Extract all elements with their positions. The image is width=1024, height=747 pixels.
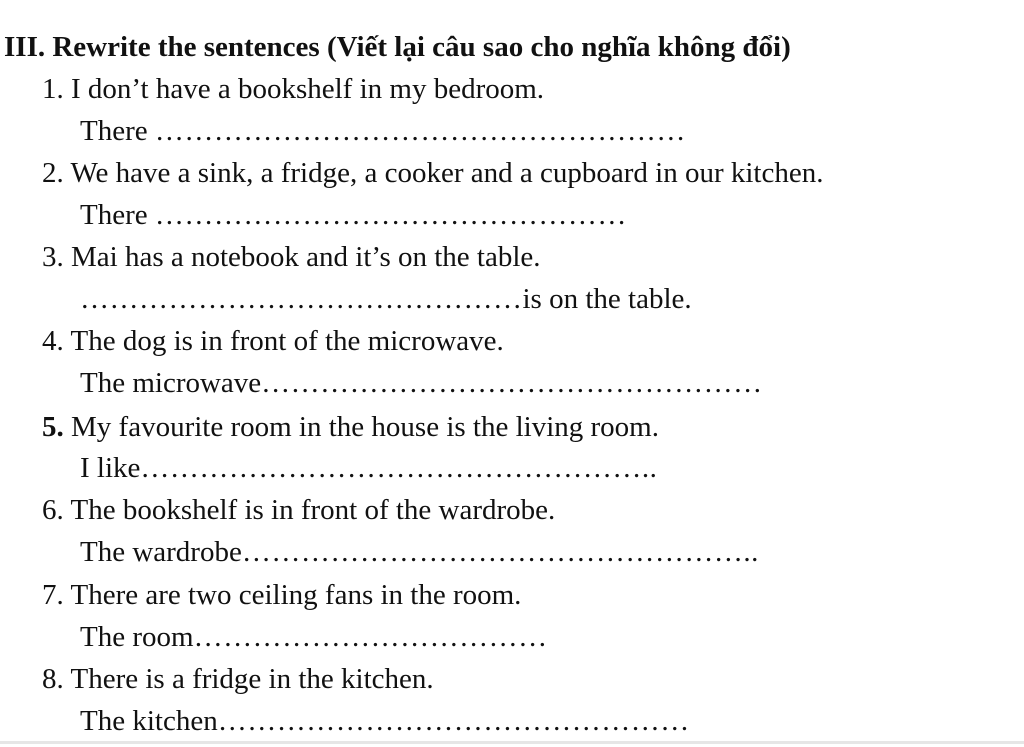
answer-line-3[interactable] — [80, 280, 692, 318]
question-text: There are two ceiling fans in the room. — [70, 579, 522, 611]
answer-blank[interactable]: ……………………………… — [193, 621, 548, 653]
answer-blank[interactable]: …………………………………………… — [261, 367, 763, 399]
question-text: I don’t have a bookshelf in my bedroom. — [71, 73, 545, 105]
answer-prompt: The wardrobe — [80, 536, 242, 568]
question-1 — [42, 70, 544, 108]
question-text: My favourite room in the house is the living room. — [71, 411, 659, 443]
question-3 — [42, 238, 541, 276]
question-text: There is a fridge in the kitchen. — [70, 663, 434, 695]
answer-ending: is on the table. — [522, 283, 692, 315]
answer-blank[interactable]: ………………………………………… — [217, 705, 690, 737]
answer-line-2[interactable] — [80, 196, 627, 234]
answer-line-5[interactable] — [80, 449, 657, 487]
answer-blank[interactable]: ………………………………………… — [154, 199, 627, 231]
question-6 — [42, 491, 555, 529]
question-text: We have a sink, a fridge, a cooker and a cupboard in our kitchen. — [70, 157, 824, 189]
answer-prompt: The room — [80, 621, 194, 653]
answer-blank[interactable]: ……………………………………………… — [154, 115, 686, 147]
question-number: 3. — [42, 241, 64, 273]
question-number: 5. — [42, 411, 64, 443]
question-5 — [42, 408, 659, 446]
question-number: 7. — [42, 579, 64, 611]
answer-blank[interactable]: …………………………………………….. — [241, 536, 759, 568]
question-2 — [42, 154, 823, 192]
question-number: 1. — [42, 73, 64, 105]
answer-prompt: There — [80, 115, 155, 147]
section-heading: III. Rewrite the sentences (Viết lại câu sao cho nghĩa không đổi) — [4, 31, 791, 63]
answer-prompt: The microwave — [80, 367, 262, 399]
answer-line-1[interactable] — [80, 112, 686, 150]
question-number: 6. — [42, 494, 64, 526]
answer-line-7[interactable] — [80, 618, 548, 656]
answer-prompt: There — [80, 199, 155, 231]
question-8 — [42, 660, 434, 698]
question-text: The dog is in front of the microwave. — [70, 325, 504, 357]
question-number: 2. — [42, 157, 64, 189]
question-text: The bookshelf is in front of the wardrobe. — [70, 494, 556, 526]
answer-prompt: The kitchen — [80, 705, 218, 737]
answer-line-4[interactable] — [80, 364, 763, 402]
question-text: Mai has a notebook and it’s on the table. — [71, 241, 541, 273]
page-bottom-divider — [0, 741, 1024, 744]
answer-prompt: I like — [80, 452, 141, 484]
question-7 — [42, 576, 521, 614]
question-number: 8. — [42, 663, 64, 695]
answer-line-8[interactable] — [80, 702, 690, 740]
question-number: 4. — [42, 325, 64, 357]
answer-blank[interactable]: …………………………………………….. — [140, 452, 658, 484]
question-4 — [42, 322, 504, 360]
answer-blank[interactable]: ……………………………………… — [80, 283, 523, 315]
answer-line-6[interactable] — [80, 533, 759, 571]
